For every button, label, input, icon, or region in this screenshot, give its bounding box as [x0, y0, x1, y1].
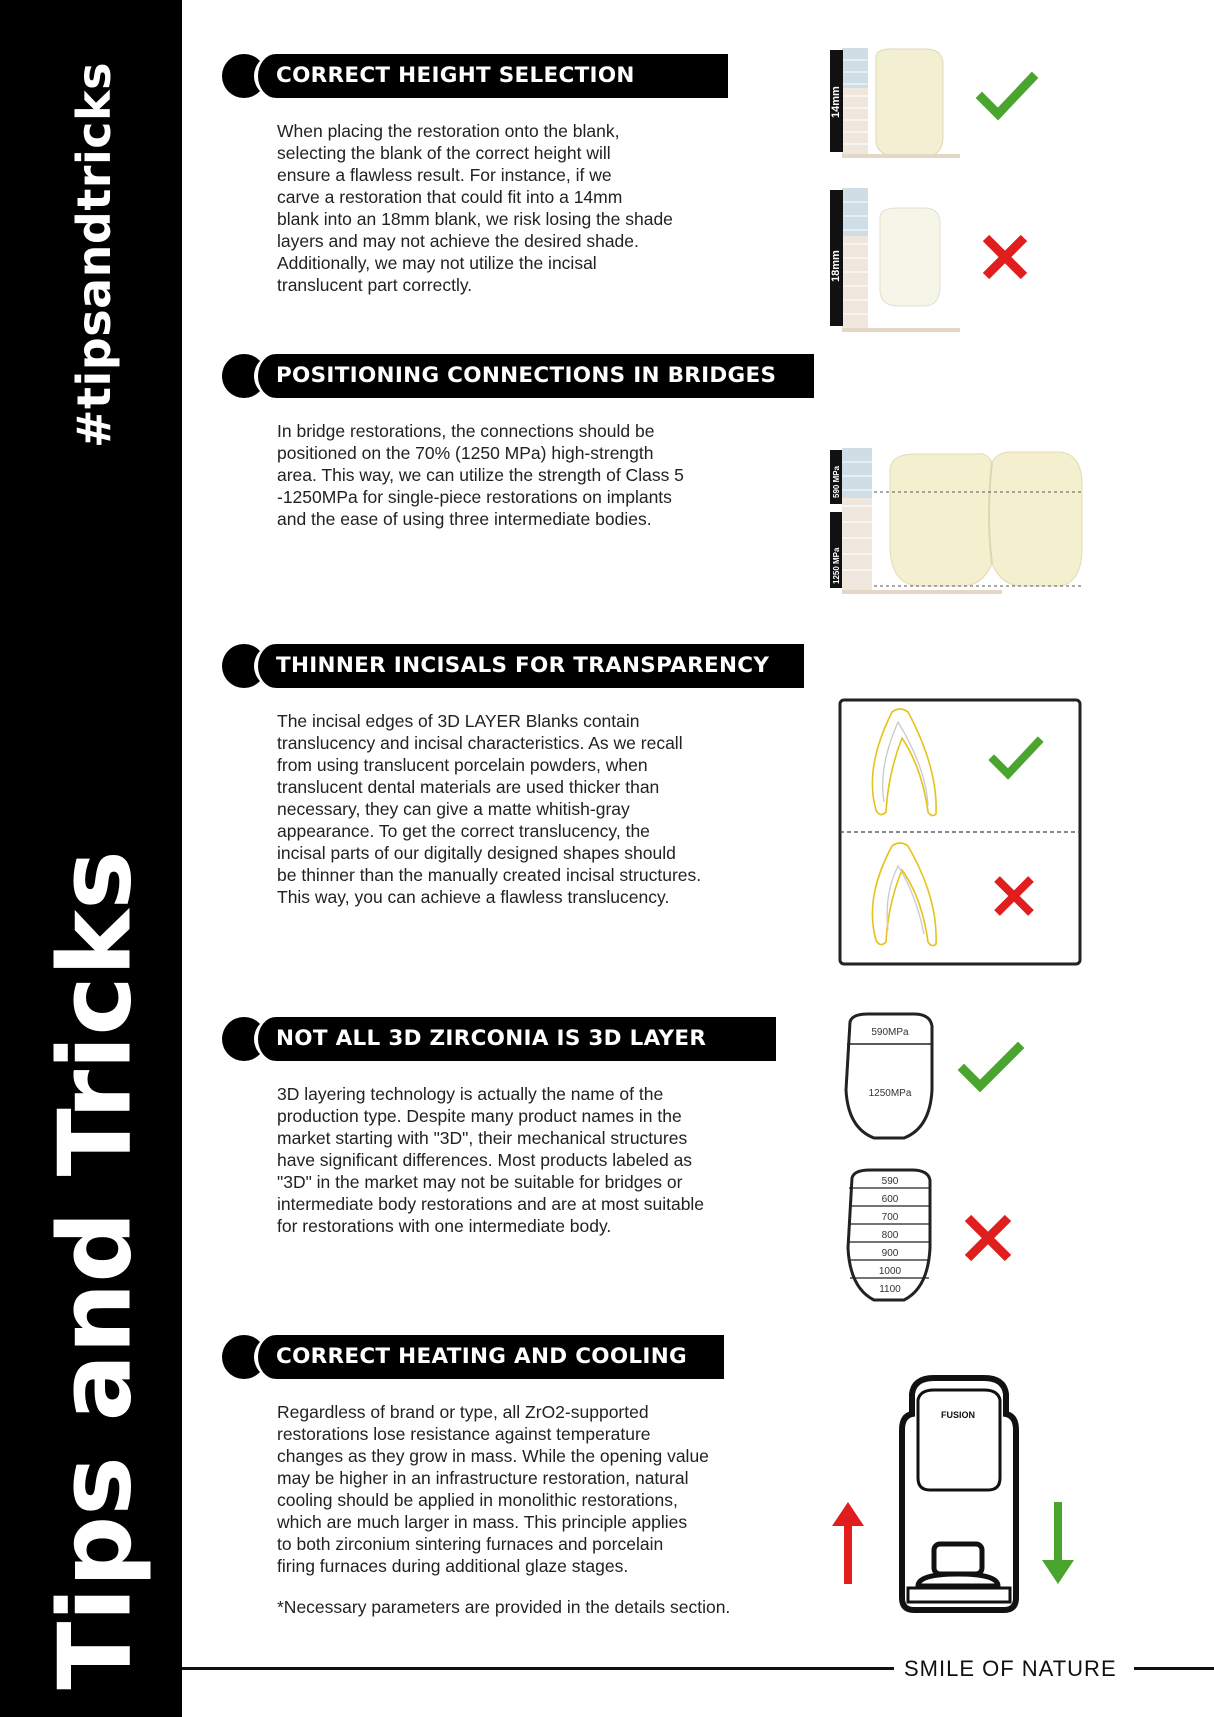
- layer-value: 600: [881, 1194, 899, 1205]
- heading-bar: [254, 1017, 776, 1061]
- section-body: In bridge restorations, the connections should be positioned on the 70% (1250 MPa) high-strength area. This way, we can utilize the strength of Class 5 -1250MPa for single-piece restorations on implants and the ease of using three intermediate bodies.: [277, 421, 684, 529]
- layer-value: 1000: [878, 1266, 902, 1277]
- footnote: *Necessary parameters are provided in the details section.: [277, 1597, 731, 1617]
- layer-value: 700: [881, 1212, 899, 1223]
- heading-text: CORRECT HEATING AND COOLING: [276, 1344, 687, 1369]
- section-body: 3D layering technology is actually the name of the production type. Despite many product names in the market starting with "3D", their mechanical structures have significant differences. Most products labeled as "3D" in the market may not be suitable for bridges or intermediate body restorations and are at most suitable for restorations with one intermediate body.: [277, 1084, 705, 1236]
- layer-blank-bad: [842, 1168, 938, 1304]
- layer-bottom-value: 1250MPa: [868, 1088, 912, 1099]
- layer-blank-good: [840, 1012, 940, 1142]
- layer-value: 900: [881, 1248, 899, 1259]
- sidebar: [0, 0, 182, 1717]
- check-icon: [990, 736, 1042, 780]
- section-body: When placing the restoration onto the blank, selecting the blank of the correct height will ensure a flawless result. For instance, if we carve a restoration that could fit into a 14mm blank into an 18mm blank, we risk losing the shade layers and may not achieve the desired shade. Additionally, we may not utilize the incisal translucent part correctly.: [277, 121, 673, 295]
- footer-brand: SMILE OF NATURE: [904, 1656, 1117, 1681]
- cross-icon: [980, 232, 1030, 282]
- blank-18mm-illustration: [826, 186, 961, 334]
- hashtag-label: #tipsandtricks: [67, 61, 121, 449]
- blank-height-label: 18mm: [830, 250, 842, 282]
- cross-icon: [962, 1212, 1014, 1264]
- bridge-top-label: 590 MPa: [832, 465, 841, 498]
- heading-text: POSITIONING CONNECTIONS IN BRIDGES: [276, 363, 777, 388]
- bridge-illustration: [826, 446, 1084, 596]
- heading-text: CORRECT HEIGHT SELECTION: [276, 63, 635, 88]
- footer-rule: [1134, 1667, 1214, 1670]
- heading-bar: [254, 644, 804, 688]
- heading-bar: [254, 54, 728, 98]
- furnace-brand: FUSION: [940, 1410, 976, 1420]
- arrow-up-icon: [830, 1500, 866, 1586]
- layer-value: 590: [881, 1176, 899, 1187]
- blank-14mm-illustration: [826, 46, 961, 161]
- furnace-illustration: [884, 1374, 1034, 1614]
- heading-text: THINNER INCISALS FOR TRANSPARENCY: [276, 653, 770, 678]
- footer-rule: [182, 1667, 894, 1670]
- check-icon: [960, 1042, 1022, 1092]
- heading-bar: [254, 354, 814, 398]
- heading-bar: [254, 1335, 724, 1379]
- cross-icon: [992, 874, 1036, 918]
- layer-value: 800: [881, 1230, 899, 1241]
- bridge-bottom-label: 1250 MPa: [832, 547, 841, 584]
- check-icon: [978, 72, 1036, 120]
- section-body: The incisal edges of 3D LAYER Blanks contain translucency and incisal characteristics. As we recall from using translucent porcelain powders, when translucent dental materials are used thicker than necessary, they can give a matte whitish-gray appearance. To get the correct translucency, the incisal parts of our digitally designed shapes should be thinner than the manually created incisal structures. This way, you can achieve a flawless translucency.: [277, 711, 702, 907]
- layer-top-value: 590MPa: [871, 1027, 909, 1038]
- sidebar-title: Tips and Tricks: [36, 850, 154, 1690]
- arrow-down-icon: [1040, 1500, 1076, 1586]
- section-body: Regardless of brand or type, all ZrO2-supported restorations lose resistance against temperature changes as they grow in mass. While the opening value may be higher in an infrastructure restoration, natural cooling should be applied in monolithic restorations, which are much larger in mass. This principle applies to both zirconium sintering furnaces and porcelain firing furnaces during additional glaze stages.: [277, 1402, 709, 1576]
- incisal-comparison-box: [838, 698, 1082, 966]
- heading-text: NOT ALL 3D ZIRCONIA IS 3D LAYER: [276, 1026, 707, 1051]
- blank-height-label: 14mm: [830, 86, 842, 118]
- layer-value: 1100: [879, 1284, 901, 1295]
